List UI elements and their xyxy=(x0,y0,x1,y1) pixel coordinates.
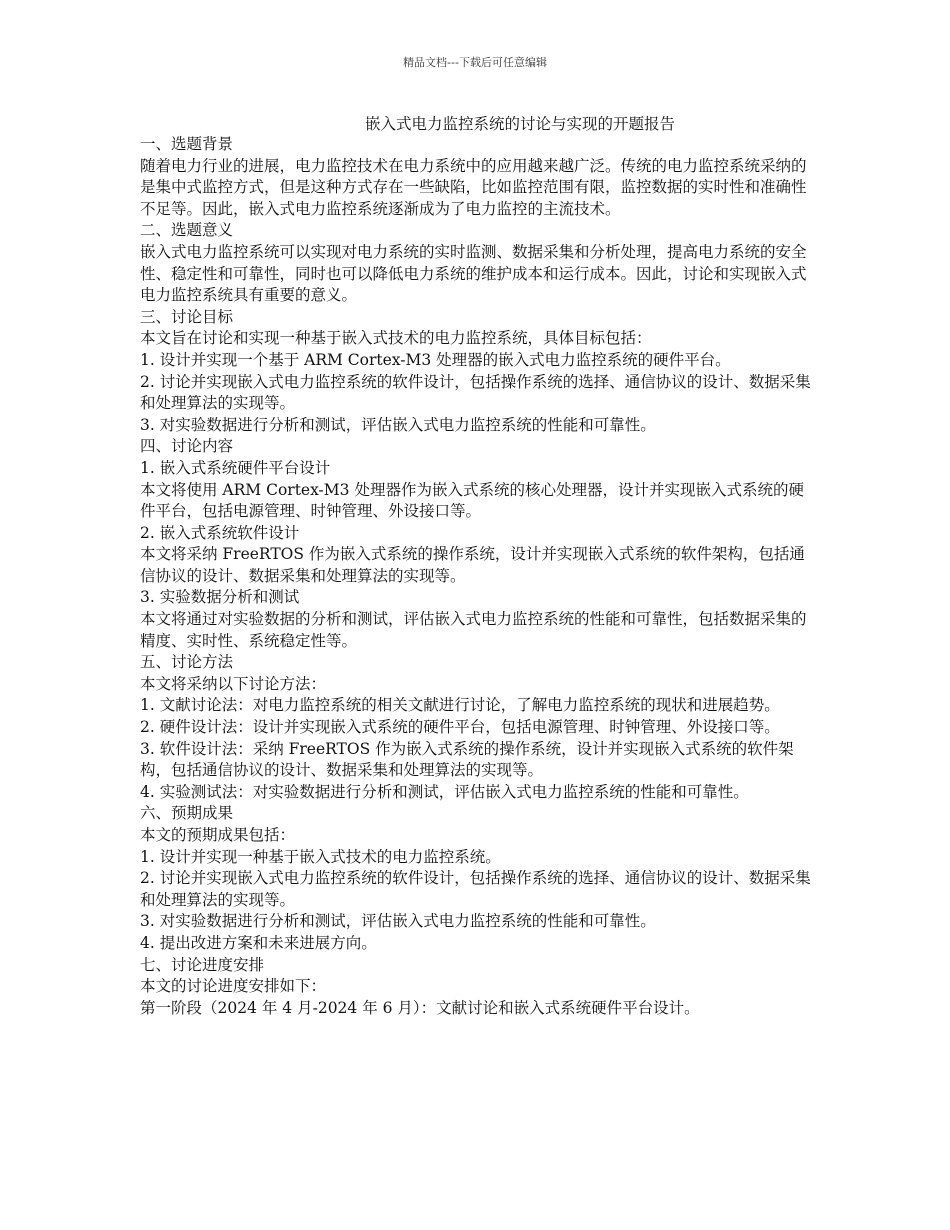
subheading: 2. 嵌入式系统软件设计 xyxy=(140,523,300,542)
paragraph: 嵌入式电力监控系统可以实现对电力系统的实时监测、数据采集和分析处理，提高电力系统的安全性、稳定性和可靠性，同时也可以降低电力系统的维护成本和运行成本。因此，讨论和实现嵌入式电力监控系统具有重要的意义。 xyxy=(140,242,807,305)
section-heading: 二、选题意义 xyxy=(140,221,234,240)
page-header: 精品文档---下载后可任意编辑 xyxy=(403,56,547,69)
list-item: 3. 软件设计法：采纳 FreeRTOS 作为嵌入式系统的操作系统，设计并实现嵌入式系统的软件架构，包括通信协议的设计、数据采集和处理算法的实现等。 xyxy=(140,739,794,780)
list-item: 1. 设计并实现一种基于嵌入式技术的电力监控系统。 xyxy=(140,847,501,866)
paragraph: 本文旨在讨论和实现一种基于嵌入式技术的电力监控系统，具体目标包括： xyxy=(140,329,652,348)
paragraph: 本文将通过对实验数据的分析和测试，评估嵌入式电力监控系统的性能和可靠性，包括数据采集的精度、实时性、系统稳定性等。 xyxy=(140,610,807,650)
list-item: 2. 硬件设计法：设计并实现嵌入式系统的硬件平台，包括电源管理、时钟管理、外设接口等。 xyxy=(140,718,780,737)
section-heading: 五、讨论方法 xyxy=(140,653,234,672)
paragraph: 本文将使用 ARM Cortex-M3 处理器作为嵌入式系统的核心处理器，设计并实现嵌入式系统的硬件平台，包括电源管理、时钟管理、外设接口等。 xyxy=(140,480,804,521)
section-heading: 四、讨论内容 xyxy=(140,437,234,456)
paragraph: 本文的预期成果包括： xyxy=(140,826,296,844)
paragraph: 随着电力行业的进展，电力监控技术在电力系统中的应用越来越广泛。传统的电力监控系统采纳的是集中式监控方式，但是这种方式存在一些缺陷，比如监控范围有限，监控数据的实时性和准确性不足等。因此，嵌入式电力监控系统逐渐成为了电力监控的主流技术。 xyxy=(140,156,807,218)
section-heading: 六、预期成果 xyxy=(140,804,234,823)
list-item: 2. 讨论并实现嵌入式电力监控系统的软件设计，包括操作系统的选择、通信协议的设计、数据采集和处理算法的实现等。 xyxy=(140,372,811,413)
list-item: 2. 讨论并实现嵌入式电力监控系统的软件设计，包括操作系统的选择、通信协议的设计、数据采集和处理算法的实现等。 xyxy=(140,869,811,909)
section-heading: 三、讨论目标 xyxy=(140,307,234,326)
subheading: 3. 实验数据分析和测试 xyxy=(140,588,300,607)
list-item: 4. 提出改进方案和未来进展方向。 xyxy=(140,933,377,952)
paragraph: 本文将采纳 FreeRTOS 作为嵌入式系统的操作系统，设计并实现嵌入式系统的软件架构，包括通信协议的设计、数据采集和处理算法的实现等。 xyxy=(140,545,805,585)
list-item: 1. 文献讨论法：对电力监控系统的相关文献进行讨论，了解电力监控系统的现状和进展趋势。 xyxy=(140,696,780,715)
list-item: 3. 对实验数据进行分析和测试，评估嵌入式电力监控系统的性能和可靠性。 xyxy=(140,912,656,931)
section-heading: 七、讨论进度安排 xyxy=(140,955,265,974)
document-title: 嵌入式电力监控系统的讨论与实现的开题报告 xyxy=(365,115,676,133)
list-item: 4. 实验测试法：对实验数据进行分析和测试，评估嵌入式电力监控系统的性能和可靠性。 xyxy=(140,782,749,801)
section-heading: 一、选题背景 xyxy=(140,135,234,153)
subheading: 1. 嵌入式系统硬件平台设计 xyxy=(140,458,331,477)
document-body xyxy=(140,134,812,1019)
paragraph: 本文的讨论进度安排如下： xyxy=(140,977,327,996)
list-item: 1. 设计并实现一个基于 ARM Cortex-M3 处理器的嵌入式电力监控系统的硬件平台。 xyxy=(140,350,731,369)
paragraph: 本文将采纳以下讨论方法： xyxy=(140,674,327,693)
list-item: 3. 对实验数据进行分析和测试，评估嵌入式电力监控系统的性能和可靠性。 xyxy=(140,415,656,434)
paragraph: 第一阶段（2024 年 4 月-2024 年 6 月）：文献讨论和嵌入式系统硬件平台设计。 xyxy=(140,998,700,1017)
